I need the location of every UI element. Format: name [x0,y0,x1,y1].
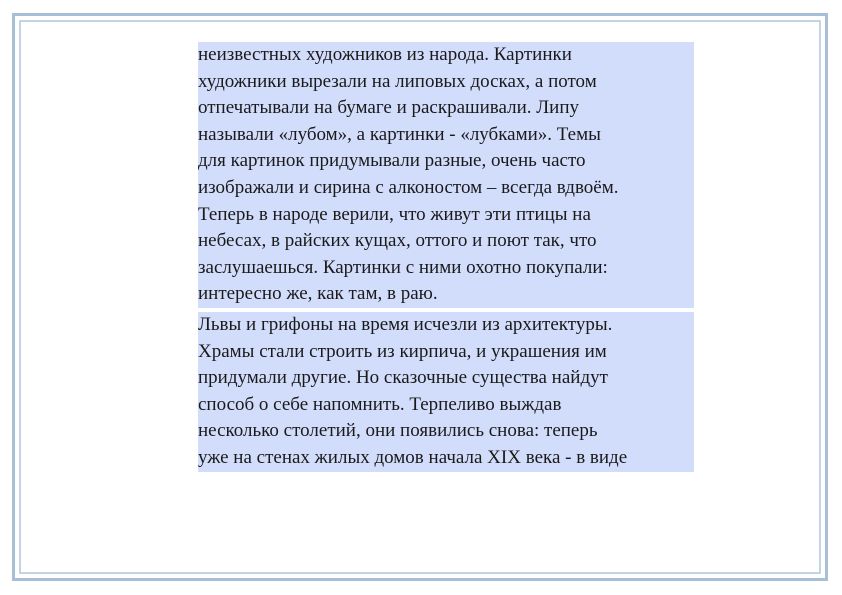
text-line: несколько столетий, они появились снова: теперь [198,418,694,445]
text-line: уже на стенах жилых домов начала XIX века - в виде [198,445,694,472]
text-line: Теперь в народе верили, что живут эти птицы на [198,202,694,229]
paragraph-2 [198,312,694,472]
text-body [198,42,694,472]
text-line: изображали и сирина с алконостом – всегда вдвоём. [198,175,694,202]
text-line: способ о себе напомнить. Терпеливо выждав [198,392,694,419]
paragraph-1 [198,42,694,308]
text-line: придумали другие. Но сказочные существа найдут [198,365,694,392]
text-line: художники вырезали на липовых досках, а потом [198,69,694,96]
text-line: называли «лубом», а картинки - «лубками». Темы [198,122,694,149]
text-line: для картинок придумывали разные, очень часто [198,148,694,175]
text-line: неизвестных художников из народа. Картинки [198,42,694,69]
text-line: Львы и грифоны на время исчезли из архитектуры. [198,312,694,339]
text-line: небесах, в райских кущах, оттого и поют так, что [198,228,694,255]
text-line: интересно же, как там, в раю. [198,281,694,308]
text-line: отпечатывали на бумаге и раскрашивали. Липу [198,95,694,122]
text-line: Храмы стали строить из кирпича, и украшения им [198,339,694,366]
text-line: заслушаешься. Картинки с ними охотно покупали: [198,255,694,282]
